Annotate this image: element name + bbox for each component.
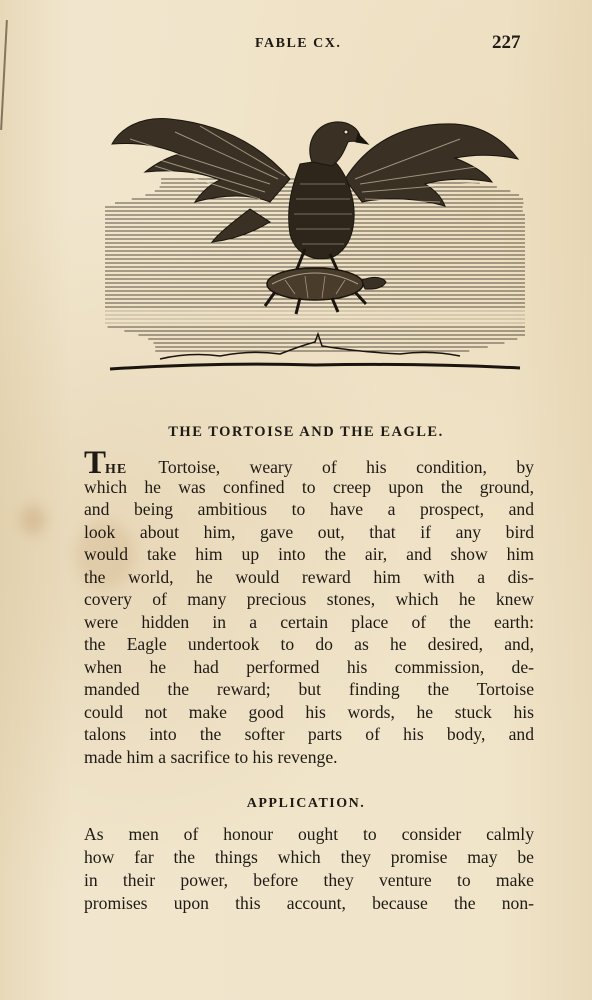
eagle-tortoise-illustration [100,84,530,384]
text-line: covery of many precious stones, which he knew [84,589,534,609]
text-line: THE Tortoise, weary of his condition, by [84,445,534,481]
text-line: As men of honour ought to consider calmly [84,824,534,844]
fable-body [84,445,534,768]
text-line: look about him, gave out, that if any bird [84,521,534,542]
text-line: talons into the softer parts of his body, and [84,724,534,744]
text-line: how far the things which they promise may be [84,847,534,867]
text-line: when he had performed his commission, de- [84,656,534,677]
text-line: in their power, before they venture to make [84,870,534,890]
drop-cap: T [84,445,106,481]
text-line: which he was confined to creep upon the ground, [84,476,534,497]
text-line: could not make good his words, he stuck his [84,701,534,722]
application-body [84,823,534,915]
foxing-stain [20,505,46,535]
text-line: promises upon this account, because the non- [84,893,534,913]
application-title: APPLICATION. [246,796,366,811]
text-line: would take him up into the air, and show him [84,544,534,564]
text-line: and being ambitious to have a prospect, and [84,499,534,519]
page-header [0,32,592,56]
small-caps: HE [105,462,128,477]
page-number: 227 [492,32,521,53]
text-line: the world, he would reward him with a dis- [84,566,534,587]
running-title: FABLE CX. [255,36,342,51]
text-line: the Eagle undertook to do as he desired, and, [84,634,534,654]
text-line: manded the reward; but finding the Tortoise [84,679,534,699]
text-line: made him a sacrifice to his revenge. [84,746,338,767]
text-line: were hidden in a certain place of the earth: [84,611,534,632]
fable-title: THE TORTOISE AND THE EAGLE. [168,424,444,440]
